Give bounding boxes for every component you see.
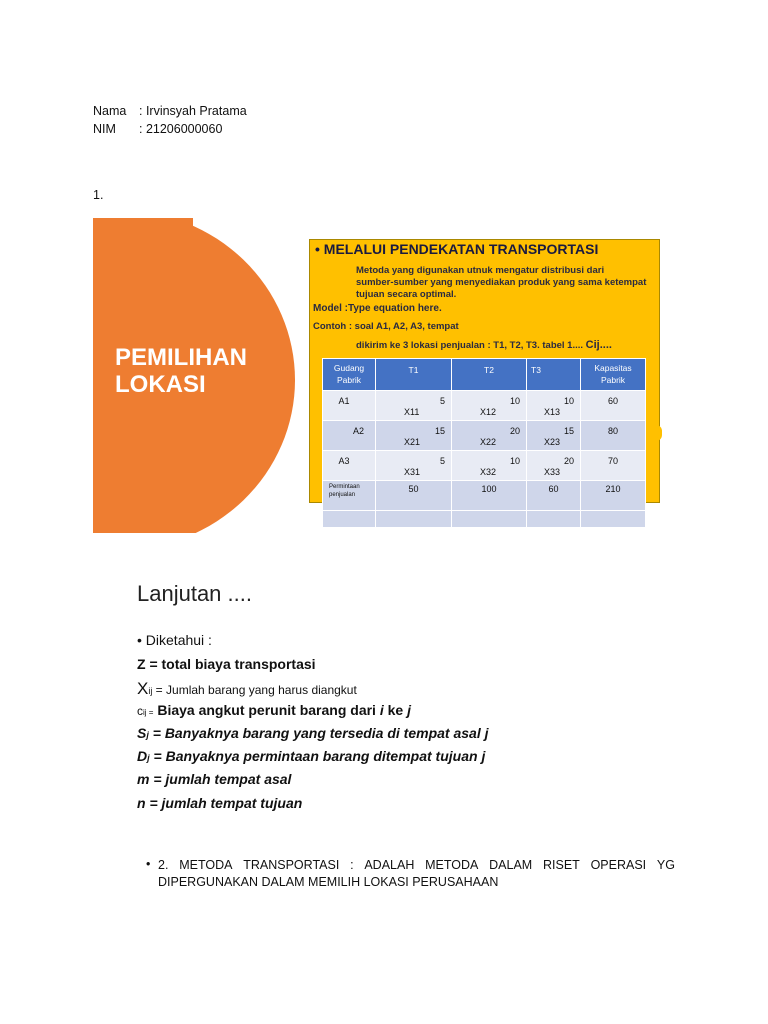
section2-word: 2.	[158, 858, 169, 872]
d-subscript: j	[147, 753, 150, 763]
panel-heading: • MELALUI PENDEKATAN TRANSPORTASI	[315, 241, 599, 257]
section2-word: TRANSPORTASI	[243, 858, 340, 872]
c-ke: ke	[383, 702, 408, 718]
header-cell: Gudang Pabrik	[323, 359, 376, 391]
row-label: A1	[323, 391, 376, 421]
table-header-row	[323, 359, 646, 391]
diketahui: • Diketahui :	[137, 632, 212, 648]
table-row	[323, 391, 646, 421]
header-cell: T3	[527, 359, 581, 391]
panel-edge-shape	[656, 425, 662, 441]
cost-cell: 15 X21	[376, 421, 452, 451]
row-label: A3	[323, 451, 376, 481]
header-cell: Kapasitas Pabrik	[581, 359, 646, 391]
desc-line-1: Metoda yang digunakan utnuk mengatur distribusi dari	[356, 265, 605, 276]
d-text: = Banyaknya permintaan barang ditempat tujuan j	[149, 748, 486, 764]
cost-cell: 5 X11	[376, 391, 452, 421]
nim-row	[93, 122, 222, 136]
section2-word: DALAM	[489, 858, 533, 872]
demand-row	[323, 481, 646, 511]
def-m: m = jumlah tempat asal	[137, 771, 292, 787]
section2-bullet: •	[146, 857, 151, 871]
demand-cell: 60	[527, 481, 581, 511]
cost-cell: 10 X13	[527, 391, 581, 421]
panel-description	[356, 265, 656, 301]
x-text: = Jumlah barang yang harus diangkut	[152, 683, 357, 697]
section2-word: RISET	[542, 858, 580, 872]
section2-word: :	[350, 858, 354, 872]
nama-value: : Irvinsyah Pratama	[139, 104, 247, 118]
cij-text: Cij....	[585, 339, 612, 351]
section2-word: YG	[656, 858, 675, 872]
c-symbol: c	[137, 704, 143, 718]
demand-cell: 50	[376, 481, 452, 511]
x-subscript: ij	[148, 686, 153, 696]
section2-word: METODA	[179, 858, 233, 872]
d-symbol: D	[137, 748, 148, 764]
demand-cell: 100	[452, 481, 527, 511]
panel-contoh: Contoh : soal A1, A2, A3, tempat	[313, 321, 459, 332]
def-d	[137, 748, 485, 764]
cost-cell: 10 X32	[452, 451, 527, 481]
desc-line-3: tujuan secara optimal.	[356, 289, 457, 300]
cost-cell: 10 X12	[452, 391, 527, 421]
cost-cell: 5 X31	[376, 451, 452, 481]
c-subscript: ij =	[143, 708, 154, 717]
c-j: j	[407, 702, 411, 718]
cost-cell: 15 X23	[527, 421, 581, 451]
lanjutan-title: Lanjutan ....	[137, 581, 252, 606]
s-subscript: j	[146, 730, 149, 740]
c-i: i	[379, 702, 384, 718]
nama-label: Nama	[93, 104, 127, 118]
slide-title-line1: PEMILIHAN	[115, 344, 247, 371]
s-symbol: S	[137, 725, 147, 741]
def-n: n = jumlah tempat tujuan	[137, 795, 303, 811]
def-z: Z = total biaya transportasi	[137, 656, 316, 672]
capacity-cell: 70	[581, 451, 646, 481]
transport-table	[322, 358, 646, 528]
capacity-cell: 80	[581, 421, 646, 451]
panel-dikirim	[356, 339, 612, 352]
desc-line-2: sumber-sumber yang menyediakan produk yang sama ketempat	[356, 277, 647, 288]
nim-value: : 21206000060	[139, 122, 223, 136]
def-s	[137, 725, 489, 741]
section2-line2: DIPERGUNAKAN DALAM MEMILIH LOKASI PERUSAHAAN	[158, 875, 499, 889]
header-cell: T1	[376, 359, 452, 391]
x-symbol: X	[137, 679, 149, 698]
demand-cell: 210	[581, 481, 646, 511]
section2-word: OPERASI	[590, 858, 647, 872]
cost-cell: 20 X22	[452, 421, 527, 451]
row-label: A2	[323, 421, 376, 451]
section2-text	[158, 857, 675, 891]
section2-word: ADALAH	[364, 858, 415, 872]
nim-label: NIM	[93, 122, 116, 136]
empty-row	[323, 511, 646, 528]
slide-title-line2: LOKASI	[115, 371, 206, 398]
def-c	[137, 702, 411, 718]
slide-title	[115, 344, 295, 398]
item-number: 1.	[93, 188, 104, 202]
cost-cell: 20 X33	[527, 451, 581, 481]
capacity-cell: 60	[581, 391, 646, 421]
c-text: Biaya angkut perunit barang dari	[153, 702, 380, 718]
table-row	[323, 421, 646, 451]
dikirim-text: dikirim ke 3 lokasi penjualan : T1, T2, T3. tabel 1....	[356, 340, 584, 351]
table-row	[323, 451, 646, 481]
section2-line1	[158, 857, 675, 874]
def-x	[137, 679, 357, 699]
header-cell: T2	[452, 359, 527, 391]
section2-word: METODA	[425, 858, 479, 872]
s-text: = Banyaknya barang yang tersedia di tempat asal j	[148, 725, 489, 741]
demand-label: Permintaan penjualan	[323, 481, 376, 511]
nama-row	[93, 104, 247, 118]
panel-model: Model :Type equation here.	[313, 303, 442, 314]
